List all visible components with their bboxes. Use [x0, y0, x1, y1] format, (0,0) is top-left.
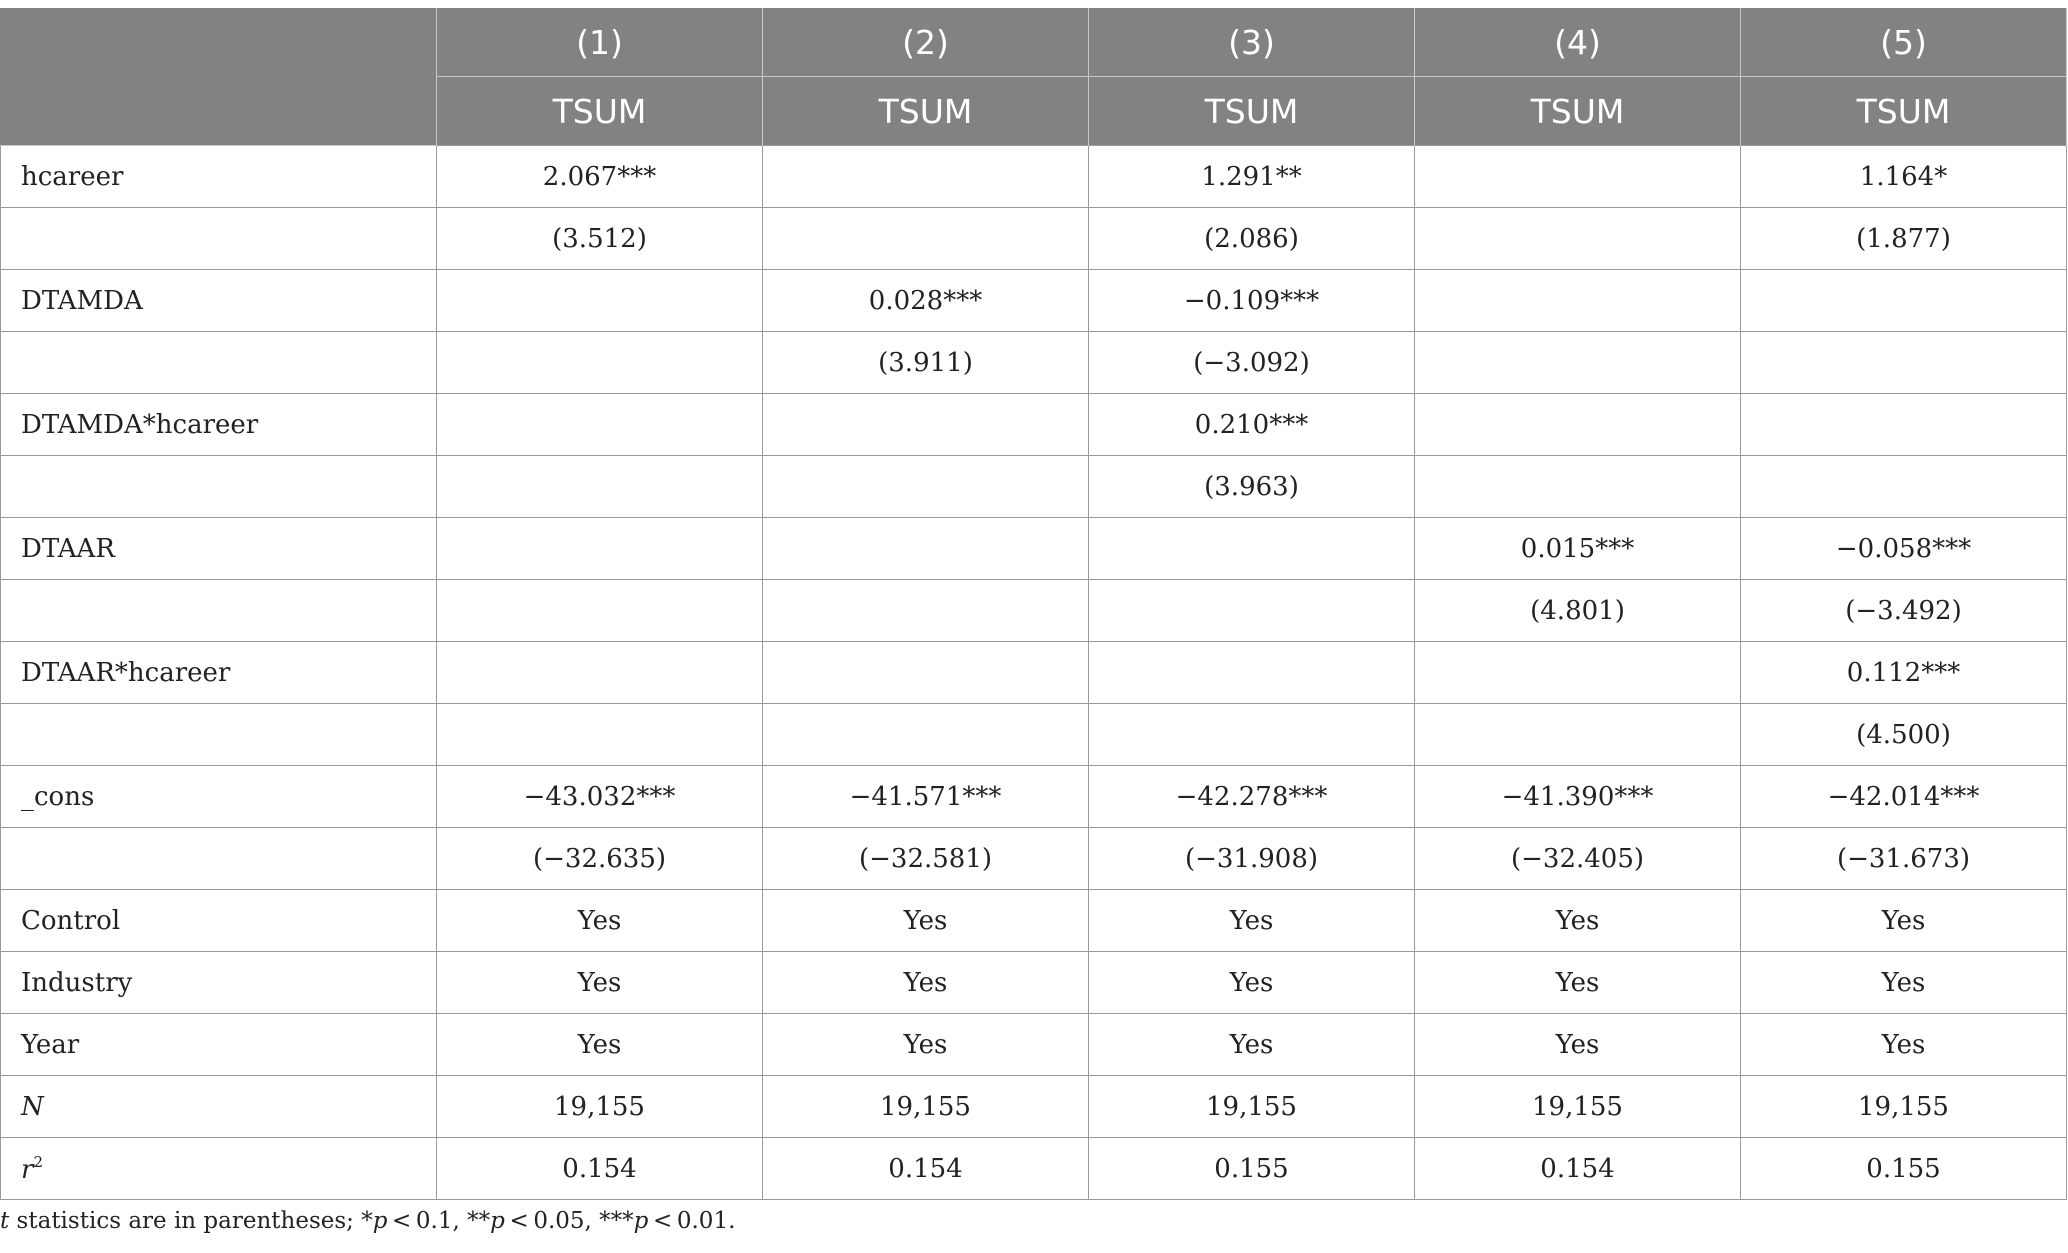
table-cell: 19,155 [763, 1076, 1089, 1138]
table-cell [1415, 270, 1741, 332]
table-cell: Yes [1741, 1014, 2067, 1076]
table-cell: Yes [1089, 1014, 1415, 1076]
table-cell [437, 518, 763, 580]
row-label [1, 394, 437, 456]
table-cell: 0.210*** [1089, 394, 1415, 456]
table-row [1, 890, 2067, 952]
row-label [1, 580, 437, 642]
table-cell: (3.911) [763, 332, 1089, 394]
table-footnote [0, 1208, 735, 1234]
table-cell: (−32.635) [437, 828, 763, 890]
table-row [1, 704, 2067, 766]
table-cell: Yes [1741, 890, 2067, 952]
table-cell [437, 704, 763, 766]
footnote-text: < 0.1, ** [387, 1208, 491, 1234]
table-row [1, 146, 2067, 208]
row-label [1, 456, 437, 518]
table-row [1, 456, 2067, 518]
table-cell [437, 456, 763, 518]
row-label [1, 270, 437, 332]
table-cell: (−3.092) [1089, 332, 1415, 394]
row-label-text: DTAAR*hcareer [21, 657, 231, 688]
row-label-text: r [21, 1154, 34, 1185]
table-row [1, 1014, 2067, 1076]
table-row [1, 394, 2067, 456]
table-header [1, 8, 2067, 146]
header-corner-cell [1, 8, 437, 146]
table-cell: 1.291** [1089, 146, 1415, 208]
row-label [1, 704, 437, 766]
table-cell [1415, 456, 1741, 518]
table-row [1, 766, 2067, 828]
row-label [1, 1014, 437, 1076]
table-cell: Yes [763, 1014, 1089, 1076]
table-cell: 0.112*** [1741, 642, 2067, 704]
column-number: (5) [1741, 8, 2067, 77]
table-cell: (4.500) [1741, 704, 2067, 766]
table-cell: 19,155 [1089, 1076, 1415, 1138]
table-cell [763, 580, 1089, 642]
table-cell: (−3.492) [1741, 580, 2067, 642]
table-cell: −43.032*** [437, 766, 763, 828]
footnote-text: statistics are in parentheses; * [9, 1208, 373, 1234]
table-cell: 19,155 [1741, 1076, 2067, 1138]
table-cell: 0.154 [437, 1138, 763, 1200]
table-cell: Yes [1741, 952, 2067, 1014]
table-cell [1089, 518, 1415, 580]
table-cell: 0.155 [1089, 1138, 1415, 1200]
table-cell: (1.877) [1741, 208, 2067, 270]
table-cell: Yes [437, 890, 763, 952]
table-row [1, 952, 2067, 1014]
row-label [1, 890, 437, 952]
table-cell: Yes [763, 952, 1089, 1014]
row-label [1, 1076, 437, 1138]
table-cell [437, 580, 763, 642]
row-label-text: DTAAR [21, 533, 115, 564]
table-cell: Yes [437, 952, 763, 1014]
table-row [1, 828, 2067, 890]
table-cell [437, 270, 763, 332]
table-cell: 1.164* [1741, 146, 2067, 208]
row-label-text: Control [21, 905, 121, 936]
table-cell [763, 456, 1089, 518]
table-cell [763, 642, 1089, 704]
dependent-variable: TSUM [437, 77, 763, 146]
dependent-variable: TSUM [1415, 77, 1741, 146]
regression-table-container [0, 8, 2066, 1200]
row-label-text: N [21, 1091, 44, 1122]
footnote-p-symbol: p [490, 1208, 505, 1234]
column-number: (1) [437, 8, 763, 77]
table-cell: Yes [1415, 1014, 1741, 1076]
table-cell: (2.086) [1089, 208, 1415, 270]
table-cell [1415, 704, 1741, 766]
row-label-text: Year [21, 1029, 80, 1060]
footnote-p-symbol: p [633, 1208, 649, 1234]
table-cell [437, 332, 763, 394]
table-cell [763, 208, 1089, 270]
row-label [1, 952, 437, 1014]
table-cell [763, 518, 1089, 580]
table-cell: 19,155 [437, 1076, 763, 1138]
row-label [1, 828, 437, 890]
table-cell: 0.154 [1415, 1138, 1741, 1200]
row-label-text: hcareer [21, 161, 124, 192]
table-row [1, 208, 2067, 270]
table-row [1, 642, 2067, 704]
row-label [1, 208, 437, 270]
column-number: (4) [1415, 8, 1741, 77]
table-cell: (−31.673) [1741, 828, 2067, 890]
footnote-t-symbol: t [0, 1208, 10, 1234]
table-cell: Yes [1415, 952, 1741, 1014]
table-cell [1741, 456, 2067, 518]
table-cell: (3.963) [1089, 456, 1415, 518]
table-cell: −41.390*** [1415, 766, 1741, 828]
footnote-text: < 0.05, *** [504, 1208, 634, 1234]
table-row [1, 1076, 2067, 1138]
row-label [1, 146, 437, 208]
row-label [1, 766, 437, 828]
row-label-superscript: 2 [33, 1152, 43, 1171]
row-label [1, 642, 437, 704]
table-body [1, 146, 2067, 1200]
table-cell [437, 394, 763, 456]
table-cell [1741, 270, 2067, 332]
table-cell [763, 146, 1089, 208]
table-cell: 2.067*** [437, 146, 763, 208]
table-cell: −0.109*** [1089, 270, 1415, 332]
table-cell: −42.014*** [1741, 766, 2067, 828]
row-label-text: _cons [21, 781, 95, 812]
row-label-text: DTAMDA*hcareer [21, 409, 259, 440]
table-cell: Yes [1089, 890, 1415, 952]
row-label-text: DTAMDA [21, 285, 143, 316]
column-number: (3) [1089, 8, 1415, 77]
table-cell: (4.801) [1415, 580, 1741, 642]
table-cell [763, 704, 1089, 766]
table-row [1, 1138, 2067, 1200]
table-cell: Yes [437, 1014, 763, 1076]
table-cell [1415, 642, 1741, 704]
footnote-p-symbol: p [372, 1208, 388, 1234]
table-cell [1415, 146, 1741, 208]
table-cell [1415, 208, 1741, 270]
dependent-variable: TSUM [763, 77, 1089, 146]
table-cell [437, 642, 763, 704]
row-label-text: Industry [21, 967, 133, 998]
table-cell [1415, 394, 1741, 456]
column-number: (2) [763, 8, 1089, 77]
table-cell [1415, 332, 1741, 394]
table-row [1, 518, 2067, 580]
table-cell [763, 394, 1089, 456]
table-cell: 0.015*** [1415, 518, 1741, 580]
dependent-variable: TSUM [1089, 77, 1415, 146]
regression-table [0, 8, 2067, 1200]
header-row-column-numbers [1, 8, 2067, 77]
table-cell: 0.154 [763, 1138, 1089, 1200]
row-label [1, 518, 437, 580]
table-cell [1089, 642, 1415, 704]
table-cell: 19,155 [1415, 1076, 1741, 1138]
table-cell: −41.571*** [763, 766, 1089, 828]
footnote-text: < 0.01. [648, 1208, 736, 1234]
table-cell: 0.155 [1741, 1138, 2067, 1200]
table-cell [1089, 704, 1415, 766]
table-cell: −42.278*** [1089, 766, 1415, 828]
table-row [1, 332, 2067, 394]
table-cell: (3.512) [437, 208, 763, 270]
table-cell [1089, 580, 1415, 642]
table-cell: (−32.405) [1415, 828, 1741, 890]
table-cell: 0.028*** [763, 270, 1089, 332]
row-label [1, 1138, 437, 1200]
table-cell: (−32.581) [763, 828, 1089, 890]
table-cell: Yes [1089, 952, 1415, 1014]
table-cell: (−31.908) [1089, 828, 1415, 890]
table-row [1, 270, 2067, 332]
table-cell: Yes [1415, 890, 1741, 952]
table-cell: −0.058*** [1741, 518, 2067, 580]
table-cell: Yes [763, 890, 1089, 952]
dependent-variable: TSUM [1741, 77, 2067, 146]
table-row [1, 580, 2067, 642]
table-cell [1741, 394, 2067, 456]
row-label [1, 332, 437, 394]
table-cell [1741, 332, 2067, 394]
